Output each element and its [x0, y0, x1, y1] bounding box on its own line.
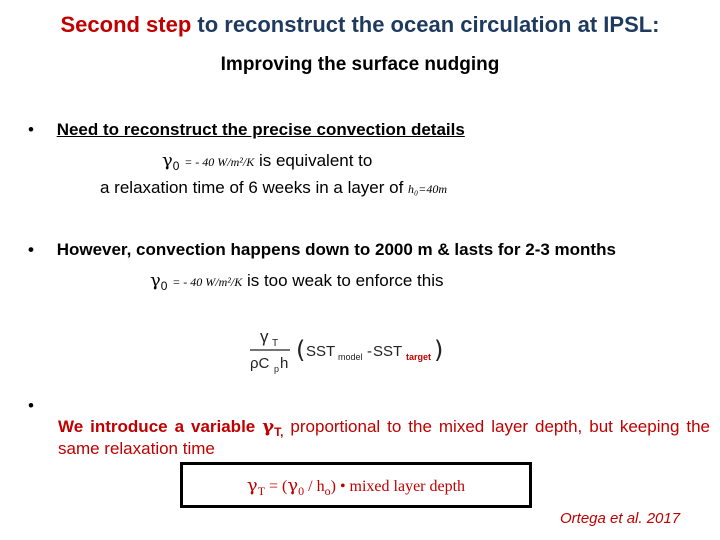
bullet-3-text: [58, 416, 710, 459]
equals-text: = (: [265, 478, 288, 495]
gamma-subscript: 0: [172, 159, 180, 173]
formula-denominator-p: p: [274, 364, 280, 374]
gamma-symbol: γ: [246, 475, 258, 496]
line-text: is equivalent to: [254, 151, 373, 170]
formula-sst-model: model: [338, 352, 363, 362]
depth-value: h₀=40m: [408, 182, 447, 196]
line-text: is too weak to enforce this: [242, 271, 444, 290]
bullet-1-line-1: [162, 150, 372, 173]
formula-sst-target: target: [406, 352, 432, 362]
bullet-3-rest: proportional to the mixed layer depth, but keeping the same relaxation time: [58, 417, 710, 458]
gamma-symbol: γ: [262, 416, 275, 437]
relaxation-formula: [236, 318, 466, 378]
bullet-marker: •: [28, 240, 34, 259]
gamma-symbol: γ: [150, 270, 161, 291]
gamma0-subscript: 0: [298, 484, 305, 498]
gamma-symbol: γ: [162, 150, 173, 171]
boxed-formula: [183, 475, 529, 499]
bullet-2-line: [150, 270, 444, 293]
citation: Ortega et al. 2017: [560, 510, 681, 527]
formula-dash: -: [367, 343, 372, 360]
slide-subtitle: Improving the surface nudging: [220, 54, 500, 75]
paren-left: (: [296, 336, 306, 364]
formula-box: [180, 462, 532, 508]
title-rest: to reconstruct the ocean circulation at IPSL:: [197, 12, 660, 37]
bullet-1: [28, 120, 708, 140]
title-highlight: Second step: [60, 12, 192, 37]
gamma-value: = - 40 W/m²/K: [172, 275, 243, 289]
bullet-1-line-2: [100, 178, 447, 198]
formula-numerator-sub: T: [272, 338, 279, 349]
bullet-2: [28, 240, 718, 260]
bullet-marker: •: [28, 120, 34, 139]
formula-numerator: γ: [260, 327, 269, 346]
bullet-2-text: However, convection happens down to 2000 m & lasts for 2-3 months: [56, 240, 616, 259]
formula-denominator: ρC: [250, 355, 270, 372]
gamma-subscript: T: [257, 484, 266, 498]
divide-text: / h: [304, 478, 325, 495]
bullet-1-text: Need to reconstruct the precise convection details: [56, 120, 465, 139]
gamma-value: = - 40 W/m²/K: [184, 155, 255, 169]
formula-denominator-h: h: [280, 355, 289, 372]
paren-right: ): [434, 336, 444, 364]
line-text: a relaxation time of 6 weeks in a layer of: [100, 178, 409, 197]
bullet-marker: •: [28, 396, 34, 415]
bullet-3-bold: We introduce a variable: [58, 417, 263, 436]
formula-sst2: SST: [373, 343, 403, 360]
mixed-layer-text: ) • mixed layer depth: [330, 478, 466, 495]
gamma0-symbol: γ: [287, 475, 299, 496]
formula-sst: SST: [306, 343, 336, 360]
bullet-3: [28, 396, 718, 459]
gamma-subscript: T,: [274, 425, 284, 439]
h-subscript: o: [324, 484, 331, 498]
slide-title: [0, 12, 720, 38]
gamma-subscript: 0: [160, 279, 168, 293]
